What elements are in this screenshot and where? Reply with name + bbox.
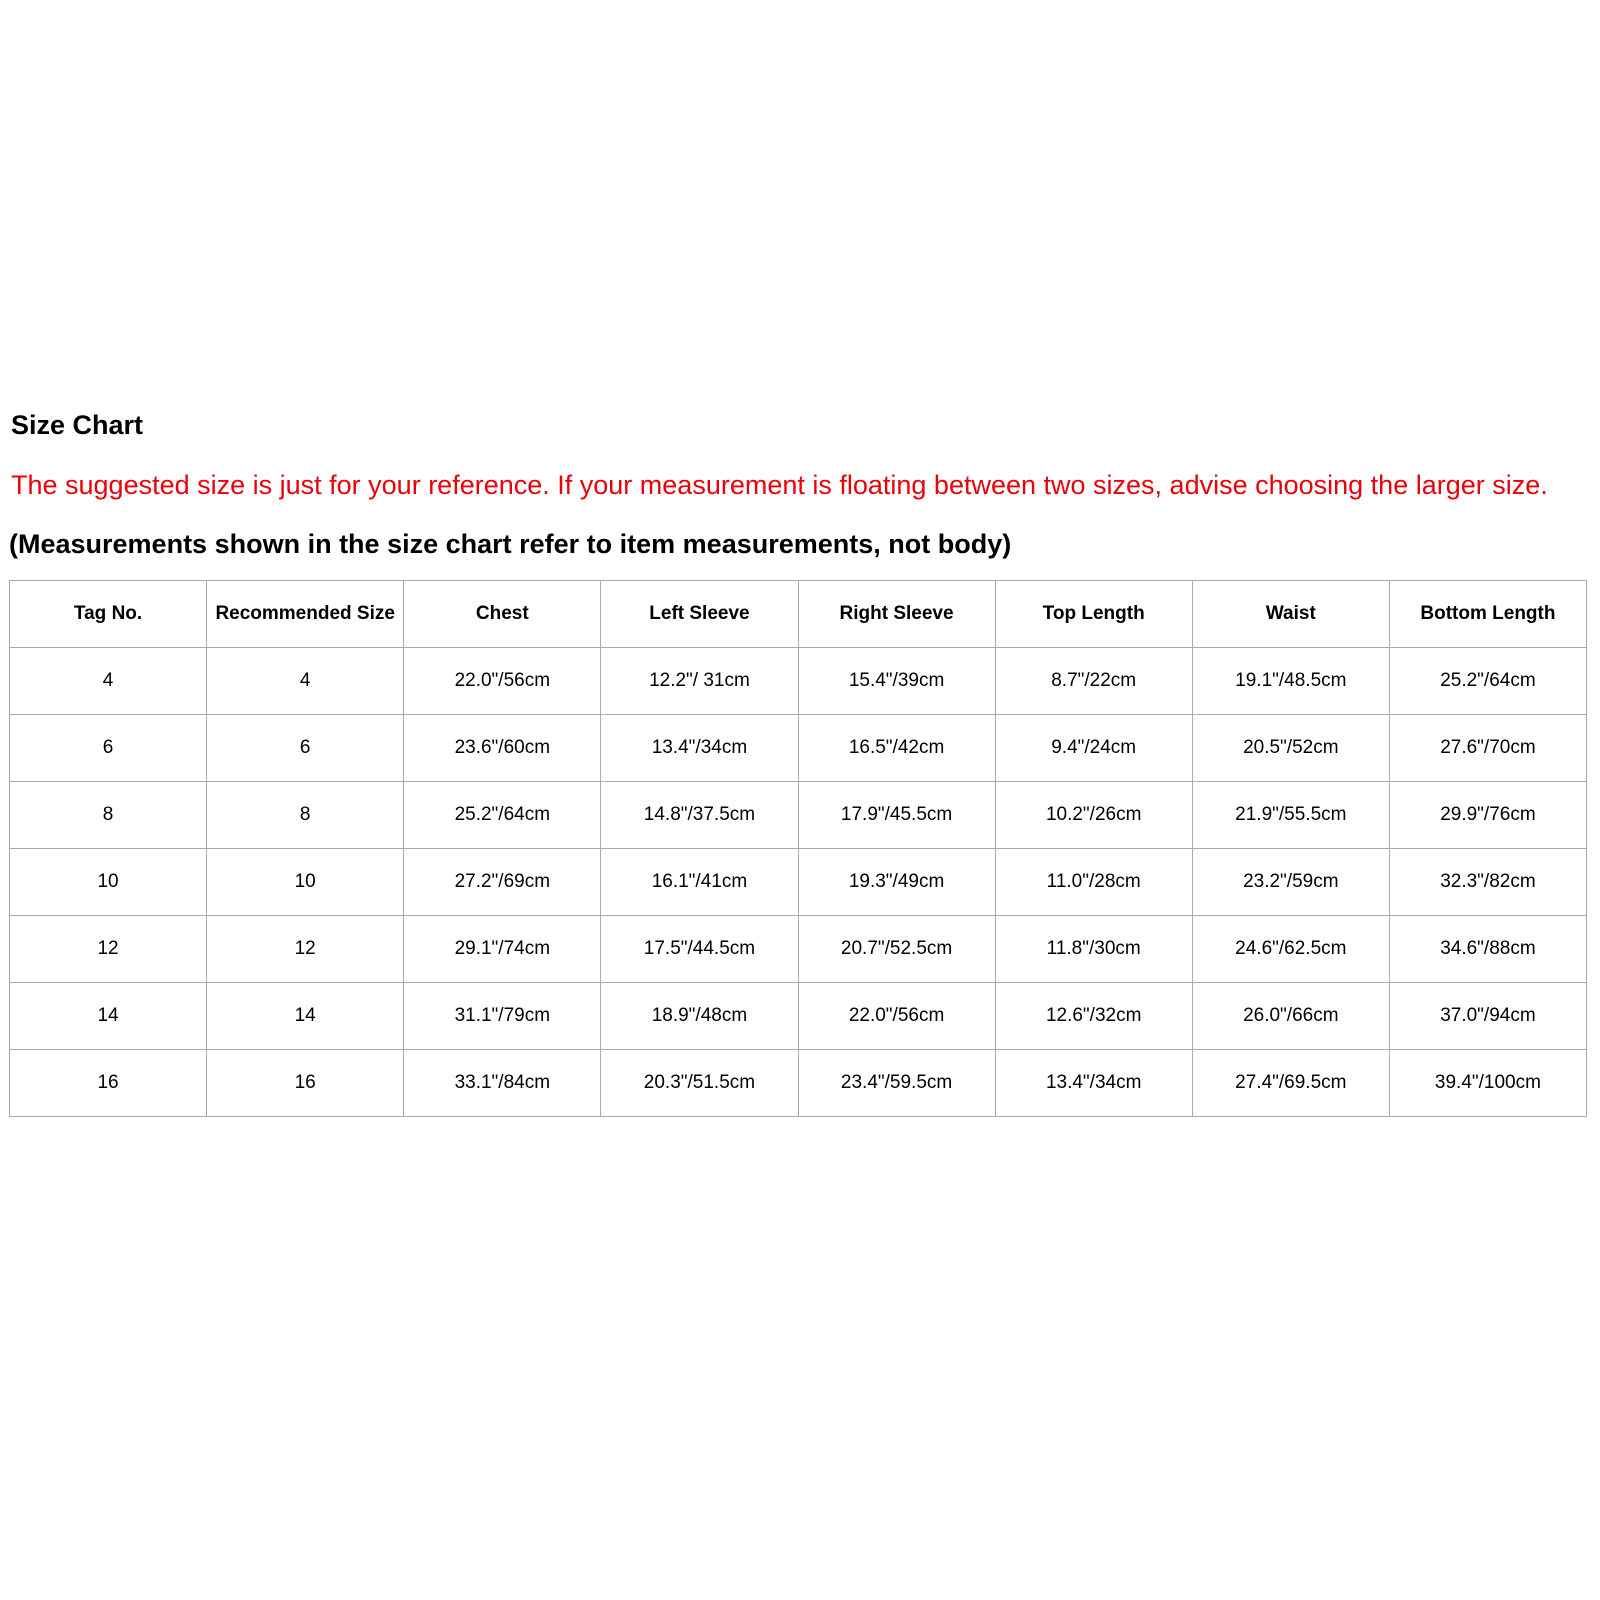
column-header-recommended-size: Recommended Size — [207, 581, 404, 648]
column-header-bottom-length: Bottom Length — [1389, 581, 1586, 648]
cell-waist: 24.6"/62.5cm — [1192, 916, 1389, 983]
table-row — [10, 1050, 1587, 1117]
cell-bottom-length: 29.9"/76cm — [1389, 782, 1586, 849]
column-header-waist: Waist — [1192, 581, 1389, 648]
column-header-tag-no: Tag No. — [10, 581, 207, 648]
cell-top-length: 8.7"/22cm — [995, 648, 1192, 715]
cell-recommended-size: 6 — [207, 715, 404, 782]
table-row — [10, 715, 1587, 782]
cell-top-length: 9.4"/24cm — [995, 715, 1192, 782]
cell-chest: 29.1"/74cm — [404, 916, 601, 983]
cell-tag-no: 14 — [10, 983, 207, 1050]
measurement-note: (Measurements shown in the size chart refer to item measurements, not body) — [9, 529, 1012, 559]
cell-right-sleeve: 17.9"/45.5cm — [798, 782, 995, 849]
cell-chest: 23.6"/60cm — [404, 715, 601, 782]
page-title: Size Chart — [11, 410, 144, 440]
cell-top-length: 13.4"/34cm — [995, 1050, 1192, 1117]
cell-tag-no: 12 — [10, 916, 207, 983]
cell-top-length: 10.2"/26cm — [995, 782, 1192, 849]
cell-tag-no: 4 — [10, 648, 207, 715]
cell-right-sleeve: 15.4"/39cm — [798, 648, 995, 715]
table-row — [10, 782, 1587, 849]
table-row — [10, 849, 1587, 916]
table-row — [10, 983, 1587, 1050]
cell-left-sleeve: 17.5"/44.5cm — [601, 916, 798, 983]
cell-chest: 33.1"/84cm — [404, 1050, 601, 1117]
table-row — [10, 648, 1587, 715]
cell-left-sleeve: 14.8"/37.5cm — [601, 782, 798, 849]
cell-chest: 22.0"/56cm — [404, 648, 601, 715]
cell-waist: 26.0"/66cm — [1192, 983, 1389, 1050]
cell-recommended-size: 16 — [207, 1050, 404, 1117]
cell-top-length: 12.6"/32cm — [995, 983, 1192, 1050]
size-chart-table — [9, 580, 1587, 1117]
cell-tag-no: 16 — [10, 1050, 207, 1117]
cell-waist: 23.2"/59cm — [1192, 849, 1389, 916]
cell-bottom-length: 27.6"/70cm — [1389, 715, 1586, 782]
cell-tag-no: 8 — [10, 782, 207, 849]
cell-right-sleeve: 16.5"/42cm — [798, 715, 995, 782]
column-header-top-length: Top Length — [995, 581, 1192, 648]
cell-right-sleeve: 22.0"/56cm — [798, 983, 995, 1050]
cell-left-sleeve: 12.2"/ 31cm — [601, 648, 798, 715]
cell-bottom-length: 39.4"/100cm — [1389, 1050, 1586, 1117]
cell-left-sleeve: 18.9"/48cm — [601, 983, 798, 1050]
cell-recommended-size: 12 — [207, 916, 404, 983]
column-header-chest: Chest — [404, 581, 601, 648]
column-header-right-sleeve: Right Sleeve — [798, 581, 995, 648]
cell-top-length: 11.8"/30cm — [995, 916, 1192, 983]
cell-chest: 25.2"/64cm — [404, 782, 601, 849]
size-advice-notice: The suggested size is just for your reference. If your measurement is floating between two sizes, advise choosing the larger size. — [11, 470, 1548, 500]
cell-top-length: 11.0"/28cm — [995, 849, 1192, 916]
table-header-row — [10, 581, 1587, 648]
cell-right-sleeve: 23.4"/59.5cm — [798, 1050, 995, 1117]
cell-waist: 20.5"/52cm — [1192, 715, 1389, 782]
cell-recommended-size: 14 — [207, 983, 404, 1050]
cell-chest: 27.2"/69cm — [404, 849, 601, 916]
cell-waist: 19.1"/48.5cm — [1192, 648, 1389, 715]
column-header-left-sleeve: Left Sleeve — [601, 581, 798, 648]
cell-tag-no: 6 — [10, 715, 207, 782]
cell-tag-no: 10 — [10, 849, 207, 916]
cell-bottom-length: 34.6"/88cm — [1389, 916, 1586, 983]
cell-right-sleeve: 19.3"/49cm — [798, 849, 995, 916]
cell-left-sleeve: 16.1"/41cm — [601, 849, 798, 916]
cell-left-sleeve: 20.3"/51.5cm — [601, 1050, 798, 1117]
cell-chest: 31.1"/79cm — [404, 983, 601, 1050]
cell-recommended-size: 4 — [207, 648, 404, 715]
cell-right-sleeve: 20.7"/52.5cm — [798, 916, 995, 983]
cell-bottom-length: 32.3"/82cm — [1389, 849, 1586, 916]
cell-recommended-size: 10 — [207, 849, 404, 916]
cell-bottom-length: 37.0"/94cm — [1389, 983, 1586, 1050]
cell-bottom-length: 25.2"/64cm — [1389, 648, 1586, 715]
table-row — [10, 916, 1587, 983]
cell-recommended-size: 8 — [207, 782, 404, 849]
cell-waist: 21.9"/55.5cm — [1192, 782, 1389, 849]
cell-left-sleeve: 13.4"/34cm — [601, 715, 798, 782]
cell-waist: 27.4"/69.5cm — [1192, 1050, 1389, 1117]
